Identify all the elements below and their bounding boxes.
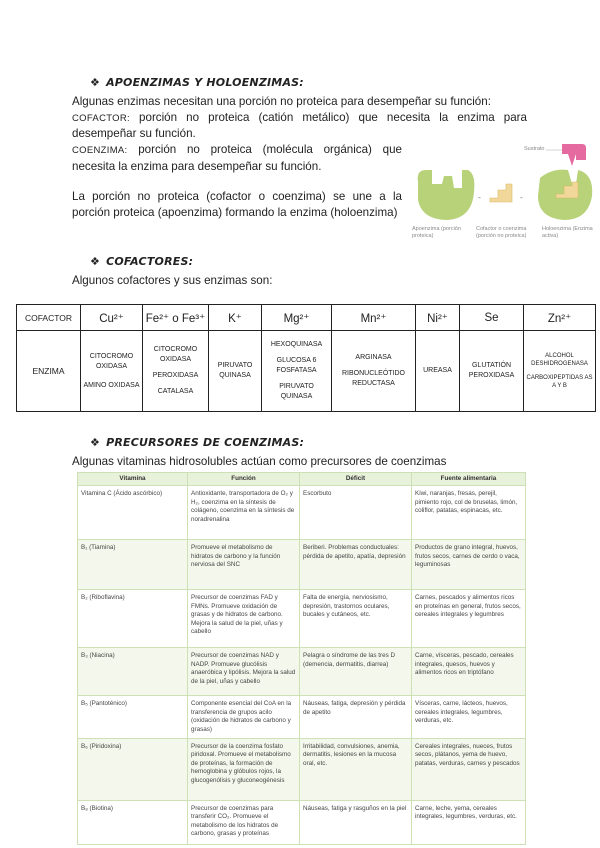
table-cell: Kiwi, naranjas, fresas, perejil, pimiento rojo, col de bruselas, limón, coliflor, patatas, espinacas, etc.	[412, 486, 526, 540]
ion-cell: Cu²⁺	[81, 305, 143, 331]
cofactor-label: Cofactor o coenzima (porción no proteica)	[476, 226, 527, 239]
table-cell: Irritabilidad, convulsiones, anemia, dermatitis, lesiones en la mucosa oral, etc.	[300, 739, 412, 801]
cofactores-intro: Algunos cofactores y sus enzimas son:	[72, 274, 273, 287]
ion-cell: Se	[460, 305, 524, 331]
diamond-bullet-icon: ❖	[90, 255, 101, 268]
table-cell: Beriberi. Problemas conductuales: pérdida de apetito, apatía, depresión	[300, 540, 412, 590]
intro-text: Algunas enzimas necesitan una porción no proteica para desempeñar su función:	[72, 95, 491, 108]
coenzyme-paragraph: COENZIMA: porción no proteica (molécula orgánica) que necesita la enzima para desempeñar su función.	[72, 143, 402, 173]
section-heading-apoenzimas: ❖ APOENZIMAS Y HOLOENZIMAS:	[90, 76, 304, 89]
header-fuente: Fuente alimentaria	[412, 473, 526, 486]
table-cell: Carnes, pescados y alimentos ricos en proteínas en general, frutos secos, cereales integrales y legumbres	[412, 590, 526, 648]
table-cell: Productos de grano integral, huevos, frutos secos, carnes de cerdo o vaca, leguminosas	[412, 540, 526, 590]
table-cell: Falta de energía, nerviosismo, depresión, trastornos oculares, bucales y cutáneos, etc.	[300, 590, 412, 648]
substrate-shape	[562, 144, 586, 166]
vitamin-table	[77, 472, 526, 845]
enzyme-cell: CITOCROMO OXIDASA AMINO OXIDASA	[81, 331, 143, 412]
ion-cell: Fe²⁺ o Fe³⁺	[143, 305, 209, 331]
enzyme-cell: GLUTATIÓN PEROXIDASA	[460, 331, 524, 412]
table-cell: B₂ (Riboflavina)	[78, 590, 188, 648]
section-heading-precursores: ❖ PRECURSORES DE COENZIMAS:	[90, 436, 305, 449]
table-cell: B₅ (Pantoténico)	[78, 696, 188, 739]
table-row	[78, 696, 526, 739]
apoenzyme-label: Apoenzima (porción proteica)	[412, 226, 461, 239]
table-row	[78, 648, 526, 696]
enzyme-row	[17, 331, 596, 412]
table-cell: Náuseas, fatiga, depresión y pérdida de apetito	[300, 696, 412, 739]
ion-cell: Ni²⁺	[416, 305, 460, 331]
table-cell: Precursor de la coenzima fosfato piridoxal. Promueve el metabolismo de proteínas, la formación de hemoglobina y glóbulos rojos, la glucogenólisis y gluconeogénesis	[188, 739, 300, 801]
table-cell: Promueve el metabolismo de hidratos de carbono y la función nerviosa del SNC	[188, 540, 300, 590]
svg-text:-: -	[520, 193, 523, 202]
section-heading-cofactores: ❖ COFACTORES:	[90, 255, 194, 268]
table-cell: Precursor de coenzimas FAD y FMNs. Promueve oxidación de grasas y de hidratos de carbono. Mejora la salud de la piel, uñas y cabello	[188, 590, 300, 648]
enzyme-cell: CITOCROMO OXIDASA PEROXIDASA CATALASA	[143, 331, 209, 412]
table-row	[78, 590, 526, 648]
row-header-enzima: ENZIMA	[17, 331, 81, 412]
svg-text:-: -	[478, 193, 481, 202]
table-cell: B₈ (Biotina)	[78, 801, 188, 845]
cofactor-definition: COFACTOR: porción no proteica (catión metálico) que necesita la enzima para desempeñar su función.	[72, 110, 527, 141]
enzyme-cell: ALCOHOL DESHIDROGENASA CARBOXIPEPTIDAS AS A Y B	[524, 331, 596, 412]
table-row	[78, 540, 526, 590]
precursores-intro: Algunas vitaminas hidrosolubles actúan como precursores de coenzimas	[72, 455, 447, 468]
enzyme-figure	[412, 140, 596, 250]
table-cell: Precursor de coenzimas NAD y NADP. Promueve glucólisis anaeróbica y lipólisis. Mejora la salud de la piel, uñas y cabello	[188, 648, 300, 696]
ion-cell: K⁺	[209, 305, 262, 331]
ion-cell: Mg²⁺	[262, 305, 332, 331]
table-cell: Carne, vísceras, pescado, cereales integrales, quesos, huevos y alimentos ricos en triptófano	[412, 648, 526, 696]
ion-cell: Zn²⁺	[524, 305, 596, 331]
holoenzyme-label: Holoenzima (Enzima activa)	[542, 226, 593, 239]
table-cell: Pelagra o síndrome de las tres D (demencia, dermatitis, diarrea)	[300, 648, 412, 696]
header-funcion: Función	[188, 473, 300, 486]
cofactor-shape	[490, 184, 512, 202]
header-deficit: Déficit	[300, 473, 412, 486]
table-cell: B₆ (Piridoxina)	[78, 739, 188, 801]
enzyme-cell: HEXOQUINASA GLUCOSA 6 FOSFATASA PIRUVATO QUINASA	[262, 331, 332, 412]
intro-paragraph	[72, 94, 527, 142]
table-cell: Vitamina C (Ácido ascórbico)	[78, 486, 188, 540]
table-cell: Antioxidante, transportadora de O₂ y H₂, coenzima en la síntesis de colágeno, coenzima en la síntesis de noradrenalina	[188, 486, 300, 540]
cofactor-term: COFACTOR:	[72, 112, 130, 124]
table-row	[78, 801, 526, 845]
coenzyme-term: COENZIMA:	[72, 145, 128, 156]
table-cell: Vísceras, carne, lácteos, huevos, cereales integrales, legumbres, verduras, etc.	[412, 696, 526, 739]
table-cell: Precursor de coenzimas para transferir CO₂. Promueve el metabolismo de los hidratos de carbono, grasas y proteínas	[188, 801, 300, 845]
diamond-bullet-icon: ❖	[90, 436, 101, 449]
table-row	[78, 486, 526, 540]
union-paragraph: La porción no proteica (cofactor o coenzima) se une a la porción proteica (apoenzima) formando la enzima (holoenzima)	[72, 190, 402, 219]
table-cell: Componente esencial del CoA en la transferencia de grupos acilo (oxidación de hidratos de carbono y grasas)	[188, 696, 300, 739]
substrate-label: Sustrato	[524, 146, 545, 152]
table-cell: Escorbuto	[300, 486, 412, 540]
table-cell: Carne, leche, yema, cereales integrales, legumbres, verduras, etc.	[412, 801, 526, 845]
vitamin-table-header	[78, 473, 526, 486]
ion-cell: Mn²⁺	[332, 305, 416, 331]
table-cell: B₁ (Tiamina)	[78, 540, 188, 590]
enzyme-cell: ARGINASA RIBONUCLEÓTIDO REDUCTASA	[332, 331, 416, 412]
table-cell: B₃ (Niacina)	[78, 648, 188, 696]
table-row	[78, 739, 526, 801]
table-cell: Cereales integrales, nueces, frutos secos, plátanos, yema de huevo, patatas, verduras, carnes y pescados	[412, 739, 526, 801]
apoenzyme-shape	[418, 170, 475, 220]
diamond-bullet-icon: ❖	[90, 76, 101, 89]
header-vitamina: Vitamina	[78, 473, 188, 486]
cofactor-row	[17, 305, 596, 331]
enzyme-cell: UREASA	[416, 331, 460, 412]
table-cell: Náuseas, fatiga y rasguños en la piel	[300, 801, 412, 845]
row-header-cofactor: COFACTOR	[17, 305, 81, 331]
enzyme-cell: PIRUVATO QUINASA	[209, 331, 262, 412]
cofactor-table	[16, 304, 596, 412]
